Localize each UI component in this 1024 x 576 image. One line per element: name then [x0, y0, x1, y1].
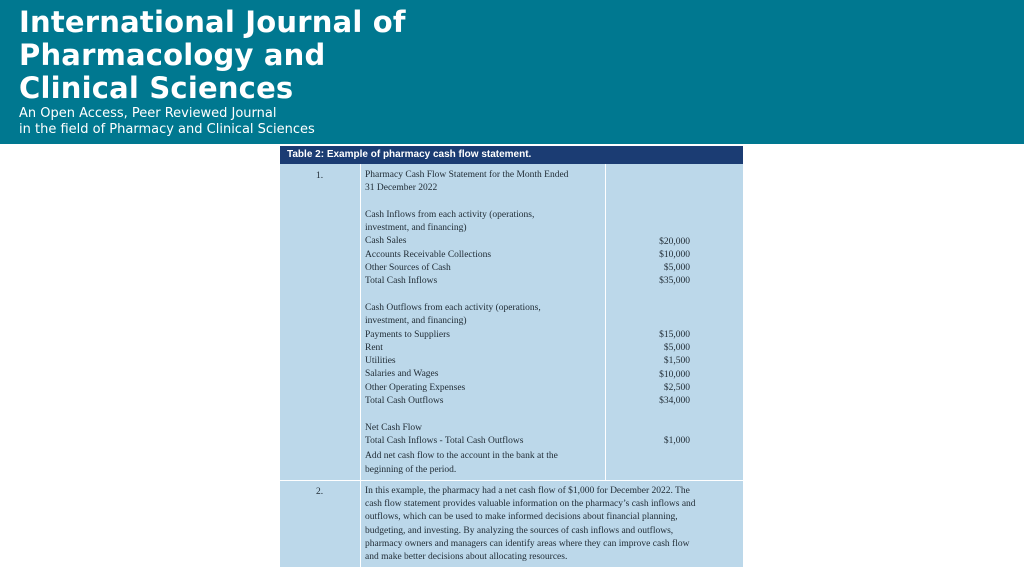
outflow-label: Utilities: [365, 356, 396, 367]
paragraph-line: outflows, which can be used to make informed decisions about financial planning,: [365, 512, 678, 523]
outflow-label: Payments to Suppliers: [365, 329, 450, 340]
inflows-heading-line: Cash Inflows from each activity (operations,: [365, 209, 535, 220]
outflows-heading-line: Cash Outflows from each activity (operations,: [365, 302, 541, 313]
row-number: 2.: [316, 487, 324, 497]
journal-subtitle: [19, 106, 315, 138]
note-line: Add net cash flow to the account in the bank at the: [365, 451, 558, 462]
row-divider: [280, 480, 743, 481]
outflow-label: Other Operating Expenses: [365, 382, 466, 393]
outflow-amount: $1,500: [663, 356, 690, 367]
journal-title-line: Clinical Sciences: [19, 71, 294, 105]
outflow-amount: $10,000: [659, 369, 690, 380]
column-divider: [605, 164, 606, 480]
explanation-paragraph: [365, 485, 735, 564]
inflow-amount: $10,000: [659, 249, 690, 260]
inflow-label: Other Sources of Cash: [365, 263, 451, 274]
inflow-amount: $20,000: [659, 236, 690, 247]
outflow-label: Total Cash Outflows: [365, 396, 444, 407]
inflow-total-amount: $35,000: [659, 276, 690, 287]
statement-description: [365, 169, 605, 477]
inflow-label: Cash Sales: [365, 236, 407, 247]
journal-title: [19, 6, 406, 105]
outflow-amount: $15,000: [659, 329, 690, 340]
paragraph-line: and make better decisions about allocating resources.: [365, 552, 568, 563]
journal-title-line: Pharmacology and: [19, 38, 326, 72]
outflow-amount: $2,500: [663, 382, 690, 393]
net-formula-label: Total Cash Inflows - Total Cash Outflows: [365, 435, 524, 446]
outflow-amount: $5,000: [663, 342, 690, 353]
paragraph-line: budgeting, and investing. By analyzing the sources of cash inflows and outflows,: [365, 525, 674, 536]
net-heading: Net Cash Flow: [365, 422, 422, 433]
outflows-heading-line: investment, and financing): [365, 316, 467, 327]
note-line: beginning of the period.: [365, 464, 457, 475]
table-caption: Table 2: Example of pharmacy cash flow statement.: [280, 146, 743, 164]
statement-title-line: Pharmacy Cash Flow Statement for the Month Ended: [365, 170, 569, 180]
cash-flow-table: [280, 146, 743, 567]
journal-title-line: International Journal of: [19, 5, 406, 39]
inflows-heading-line: investment, and financing): [365, 223, 467, 234]
column-divider: [360, 164, 361, 567]
journal-header: [0, 0, 1024, 144]
paragraph-line: cash flow statement provides valuable information on the pharmacy’s cash inflows and: [365, 499, 696, 510]
inflow-label: Accounts Receivable Collections: [365, 249, 492, 260]
paragraph-line: In this example, the pharmacy had a net cash flow of $1,000 for December 2022. The: [365, 486, 690, 496]
row-number: 1.: [316, 171, 324, 181]
journal-subtitle-line: An Open Access, Peer Reviewed Journal: [19, 106, 277, 121]
journal-subtitle-line: in the field of Pharmacy and Clinical Sciences: [19, 122, 315, 137]
paragraph-line: pharmacy owners and managers can identify areas where they can improve cash flow: [365, 538, 690, 549]
net-cash-flow-amount: $1,000: [663, 436, 690, 446]
inflow-amount: $5,000: [663, 263, 690, 274]
outflow-label: Rent: [365, 342, 383, 353]
outflow-label: Salaries and Wages: [365, 369, 439, 380]
outflow-total-amount: $34,000: [659, 396, 690, 407]
inflow-label: Total Cash Inflows: [365, 276, 438, 287]
statement-title-line: 31 December 2022: [365, 183, 438, 194]
